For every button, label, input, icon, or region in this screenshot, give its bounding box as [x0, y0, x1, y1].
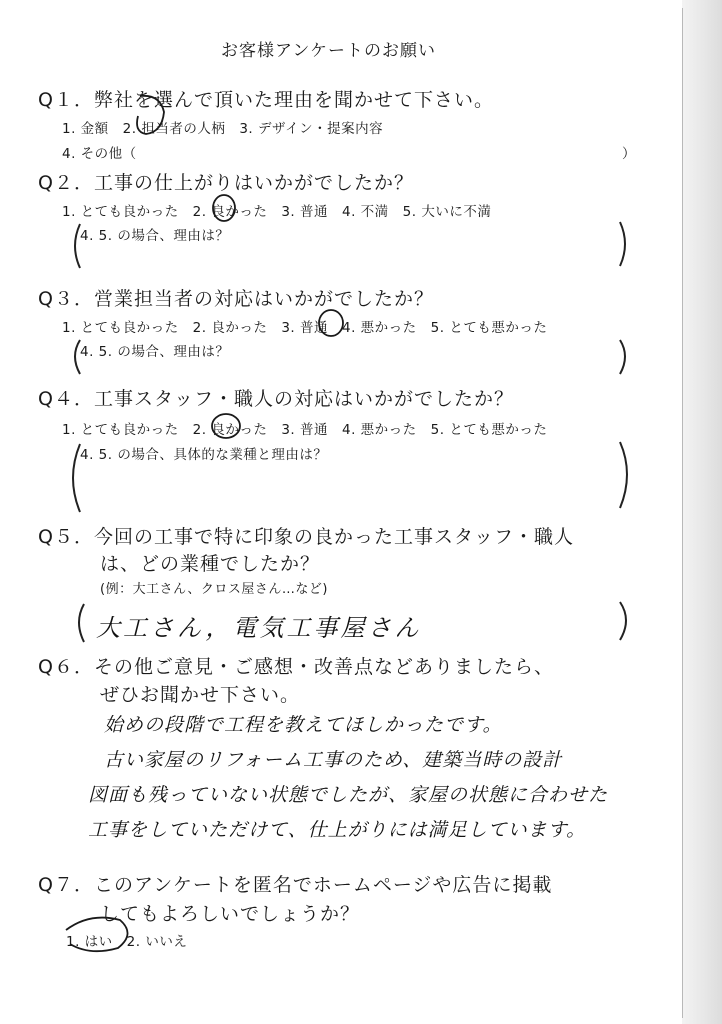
q1-question: Q１．弊社を選んで頂いた理由を聞かせて下さい。	[38, 89, 494, 111]
selection-circle	[137, 96, 164, 134]
q4-options: 1. とても良かった 2. 良かった 3. 普通 4. 悪かった 5. とても悪かった	[62, 422, 548, 438]
q7-question-line2: してもよろしいでしょうか？	[100, 903, 361, 925]
selection-circle	[213, 195, 235, 221]
q5-question-line1: Q５．今回の工事で特に印象の良かった工事スタッフ・職人	[38, 526, 574, 548]
q6-answer-line: 始めの段階で工程を教えてほしかったです。	[104, 714, 503, 736]
q2-question: Q２．工事の仕上がりはいかがでしたか？	[38, 172, 414, 194]
q5-example: (例：大工さん、クロス屋さん…など)	[100, 582, 328, 597]
bracket-open	[73, 444, 80, 512]
bracket-close	[620, 222, 625, 266]
q3-options: 1. とても良かった 2. 良かった 3. 普通 4. 悪かった 5. とても悪かった	[62, 320, 548, 336]
q6-answer-line: 工事をしていただけて、仕上がりには満足しています。	[88, 819, 587, 841]
bracket-close	[620, 602, 626, 640]
bracket-open	[75, 224, 80, 268]
q7-question-line1: Q７．このアンケートを匿名でホームページや広告に掲載	[38, 874, 553, 896]
selection-circle	[212, 414, 240, 438]
q5-handwritten-answer: 大工さん，電気工事屋さん	[96, 614, 422, 642]
q7-options: 1. はい 2. いいえ	[66, 934, 188, 950]
bracket-close	[620, 340, 625, 374]
q6-question-line2: ぜひお聞かせ下さい。	[100, 684, 301, 706]
q5-question-line2: は、どの業種でしたか？	[100, 553, 321, 575]
q6-answer-line: 古い家屋のリフォーム工事のため、建築当時の設計	[104, 749, 563, 771]
bracket-open	[79, 604, 84, 642]
q6-question-line1: Q６．その他ご意見・ご感想・改善点などありましたら、	[38, 656, 554, 678]
q2-sub-prompt: 4. 5. の場合、理由は？	[80, 228, 230, 244]
survey-title: お客様アンケートのお願い	[221, 41, 436, 61]
bracket-close	[620, 442, 627, 508]
bracket-open	[75, 340, 80, 374]
q1-options: 1. 金額 2. 担当者の人柄 3. デザイン・提案内容	[62, 121, 384, 137]
q4-question: Q４．工事スタッフ・職人の対応はいかがでしたか？	[38, 388, 514, 410]
q1-other: 4. その他（	[62, 146, 137, 162]
q2-options: 1. とても良かった 2. 良かった 3. 普通 4. 不満 5. 大いに不満	[62, 204, 492, 220]
q3-sub-prompt: 4. 5. の場合、理由は？	[80, 344, 230, 360]
q3-question: Q３．営業担当者の対応はいかがでしたか？	[38, 288, 434, 310]
selection-circle	[319, 310, 343, 336]
q6-answer-line: 図面も残っていない状態でしたが、家屋の状態に合わせた	[88, 784, 609, 806]
selection-circle	[66, 918, 128, 952]
q1-other-close: ）	[622, 146, 636, 162]
q4-sub-prompt: 4. 5. の場合、具体的な業種と理由は？	[80, 447, 328, 463]
